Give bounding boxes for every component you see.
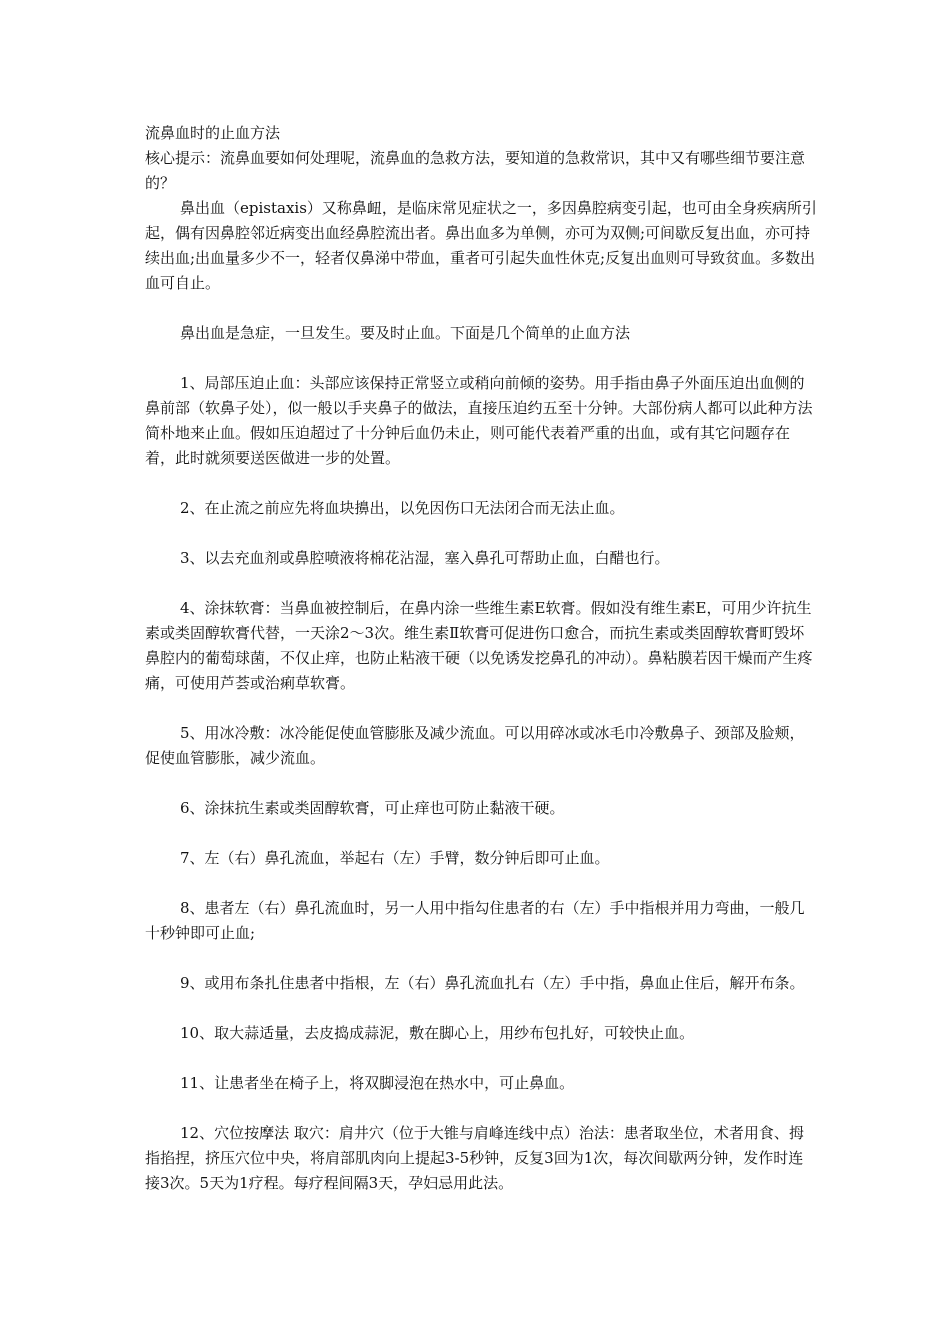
method-paragraph-5: 5、用冰冷敷：冰冷能促使血管膨胀及减少流血。可以用碎冰或冰毛巾冷敷鼻子、颈部及脸颊，促使血管膨胀，减少流血。 <box>145 724 805 767</box>
method-paragraph-12: 12、穴位按摩法 取穴：肩井穴（位于大锥与肩峰连线中点）治法：患者取坐位，术者用食、拇指掐捏，挤压穴位中央，将肩部肌肉向上提起3-5秒钟，反复3回为1次，每次间歇两分钟，发作时连接3次。5天为1疗程。每疗程间隔3天，孕妇忌用此法。 <box>145 1124 804 1192</box>
lead-paragraph: 鼻出血是急症，一旦发生。要及时止血。下面是几个简单的止血方法 <box>180 324 631 342</box>
method-paragraph-7: 7、左（右）鼻孔流血，举起右（左）手臂，数分钟后即可止血。 <box>180 849 610 867</box>
method-paragraph-1: 1、局部压迫止血：头部应该保持正常竖立或稍向前倾的姿势。用手指由鼻子外面压迫出血侧的鼻前部（软鼻子处），似一般以手夹鼻子的做法，直接压迫约五至十分钟。大部份病人都可以此种方法简朴地来止血。假如压迫超过了十分钟后血仍未止，则可能代表着严重的出血，或有其它问题存在着，此时就须要送医做进一步的处置。 <box>145 374 813 467</box>
document-title: 流鼻血时的止血方法 <box>145 124 281 142</box>
method-paragraph-9: 9、或用布条扎住患者中指根，左（右）鼻孔流血扎右（左）手中指，鼻血止住后，解开布条。 <box>180 974 805 992</box>
summary-paragraph: 核心提示：流鼻血要如何处理呢，流鼻血的急救方法，要知道的急救常识，其中又有哪些细节要注意的？ <box>145 149 806 192</box>
method-paragraph-3: 3、以去充血剂或鼻腔喷液将棉花沾湿，塞入鼻孔可帮助止血，白醋也行。 <box>180 549 670 567</box>
method-paragraph-10: 10、取大蒜适量，去皮捣成蒜泥，敷在脚心上，用纱布包扎好，可较快止血。 <box>180 1024 695 1042</box>
document-body <box>145 121 817 1196</box>
method-paragraph-2: 2、在止流之前应先将血块擤出，以免因伤口无法闭合而无法止血。 <box>180 499 625 517</box>
method-paragraph-6: 6、涂抹抗生素或类固醇软膏，可止痒也可防止黏液干硬。 <box>180 799 565 817</box>
method-paragraph-4: 4、涂抹软膏：当鼻血被控制后，在鼻内涂一些维生素E软膏。假如没有维生素E，可用少许抗生素或类固醇软膏代替，一天涂2～3次。维生素Ⅱ软膏可促进伤口愈合，而抗生素或类固醇软膏町毁坏鼻腔内的葡萄球菌，不仅止痒，也防止粘液干硬（以免诱发挖鼻孔的冲动）。鼻粘膜若因干燥而产生疼痛，可使用芦荟或治痢草软膏。 <box>145 599 813 692</box>
method-paragraph-8: 8、患者左（右）鼻孔流血时，另一人用中指勾住患者的右（左）手中指根并用力弯曲，一般几十秒钟即可止血; <box>145 899 805 942</box>
intro-paragraph: 鼻出血（epistaxis）又称鼻衄，是临床常见症状之一，多因鼻腔病变引起，也可由全身疾病所引起，偶有因鼻腔邻近病变出血经鼻腔流出者。鼻出血多为单侧，亦可为双侧;可间歇反复出血，亦可持续出血;出血量多少不一，轻者仅鼻涕中带血，重者可引起失血性休克;反复出血则可导致贫血。多数出血可自止。 <box>145 199 817 292</box>
method-paragraph-11: 11、让患者坐在椅子上，将双脚浸泡在热水中，可止鼻血。 <box>180 1074 575 1092</box>
